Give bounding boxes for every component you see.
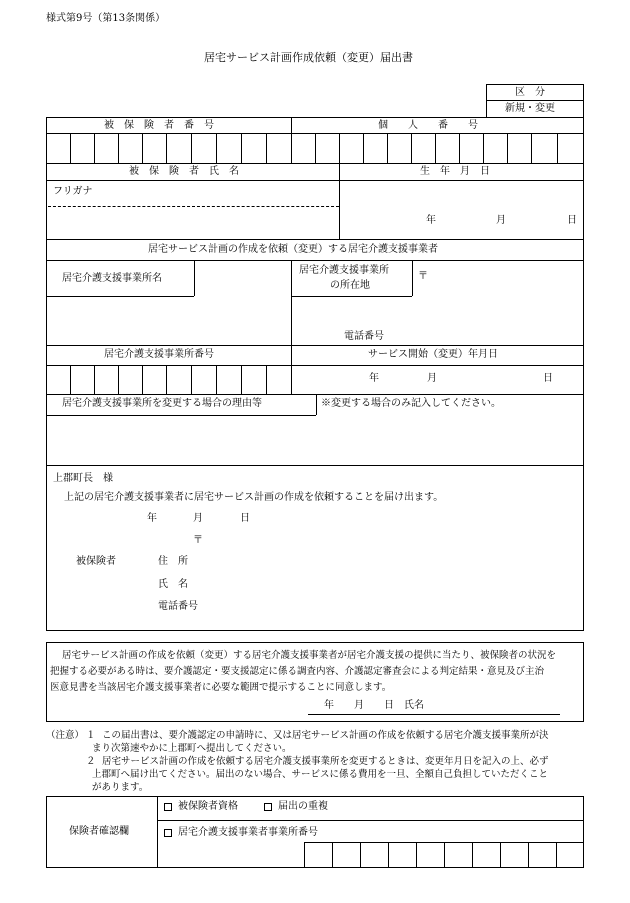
insured-name-field[interactable] — [48, 208, 338, 238]
check-insured-status[interactable]: 被保険者資格 — [164, 802, 238, 812]
change-reason-field[interactable] — [48, 417, 583, 464]
consent-text-2: 把握する必要がある時は、要介護認定・要支援認定に係る調査内容、介護認定審査会による判定結果・意見及び主治 — [50, 666, 545, 677]
phone-label: 電話番号 — [344, 331, 384, 342]
consent-text-3: 医意見書を当該居宅介護支援事業者に必要な範囲で提示することに同意します。 — [50, 682, 392, 693]
applicant-phone-label: 電話番号 — [158, 601, 198, 612]
office-address-label-2: の所在地 — [330, 280, 370, 291]
insurer-check-label: 保険者確認欄 — [69, 826, 129, 837]
note2-line1: 居宅サービス計画の作成を依頼する居宅介護支援事業所を変更するときは、変更年月日を記入の上、必ず — [102, 756, 549, 767]
address-label: 住 所 — [158, 556, 188, 567]
applicant-address-field[interactable] — [200, 553, 570, 571]
insured-person-label: 被保険者 — [76, 556, 116, 567]
note2-line2: 上郡町へ届け出てください。届出のない場合、サービスに係る費用を一旦、全額自己負担していただくこと — [92, 769, 549, 780]
name-label: 氏 名 — [158, 579, 188, 590]
declaration-text: 上記の居宅介護支援事業者に居宅サービス計画の作成を依頼することを届け出ます。 — [64, 492, 444, 503]
check-office-number[interactable]: 居宅介護支援事業者事業所番号 — [164, 828, 318, 838]
category-value[interactable]: 新規・変更 — [505, 103, 555, 114]
applicant-phone-field[interactable] — [210, 598, 570, 616]
declaration-postal-mark: 〒 — [193, 535, 203, 546]
check-duplicate[interactable]: 届出の重複 — [264, 802, 328, 812]
category-label: 区 分 — [515, 87, 545, 98]
office-address-label: 居宅介護支援事業所 — [299, 265, 389, 276]
note2-line3: があります。 — [92, 782, 149, 793]
notes-label: （注意） — [46, 730, 85, 741]
consent-sign-line[interactable] — [308, 714, 560, 715]
service-start-field[interactable]: 年 月 日 — [369, 373, 553, 384]
note1-number: １ — [86, 730, 96, 741]
postal-mark: 〒 — [418, 271, 428, 282]
office-address-field[interactable] — [293, 298, 583, 328]
checkbox-icon[interactable] — [164, 803, 172, 811]
note2-number: ２ — [86, 756, 96, 767]
change-reason-label: 居宅介護支援事業所を変更する場合の理由等 — [62, 398, 262, 409]
personal-number-label: 個 人 番 号 — [378, 120, 478, 131]
addressee: 上郡町長 様 — [53, 473, 113, 484]
note1-line1: この届出書は、要介護認定の申請時に、又は居宅サービス計画の作成を依頼する居宅介護支援事業所が決 — [102, 730, 549, 741]
office-name-field[interactable] — [48, 298, 290, 344]
consent-sign-label: 年 月 日 氏名 — [324, 700, 424, 711]
note1-line2: まり次第速やかに上郡町へ提出してください。 — [92, 743, 292, 754]
insured-name-label: 被 保 険 者 氏 名 — [129, 166, 239, 177]
declaration-date-field[interactable]: 年 月 日 — [147, 513, 250, 524]
checkbox-icon[interactable] — [164, 829, 172, 837]
checkbox-icon[interactable] — [264, 803, 272, 811]
form-title: 居宅サービス計画作成依頼（変更）届出書 — [204, 51, 413, 64]
office-name-label: 居宅介護支援事業所名 — [62, 273, 162, 284]
applicant-name-field[interactable] — [200, 576, 570, 594]
form-number: 様式第9号（第13条関係） — [46, 13, 166, 24]
furigana-divider — [48, 206, 339, 207]
consent-text-1: 居宅サービス計画の作成を依頼（変更）する居宅介護支援事業者が居宅介護支援の提供に当たり、被保険者の状況を — [62, 650, 557, 661]
furigana-label: フリガナ — [53, 186, 93, 197]
insured-number-label: 被 保 険 者 番 号 — [104, 120, 214, 131]
change-reason-note: ※変更する場合のみ記入してください。 — [321, 398, 501, 409]
office-number-label: 居宅介護支援事業所番号 — [104, 349, 214, 360]
birthdate-field[interactable]: 年 月 日 — [426, 215, 577, 226]
service-start-label: サービス開始（変更）年月日 — [368, 349, 498, 360]
provider-section-label: 居宅サービス計画の作成を依頼（変更）する居宅介護支援事業者 — [148, 244, 438, 255]
birthdate-label: 生 年 月 日 — [420, 166, 490, 177]
